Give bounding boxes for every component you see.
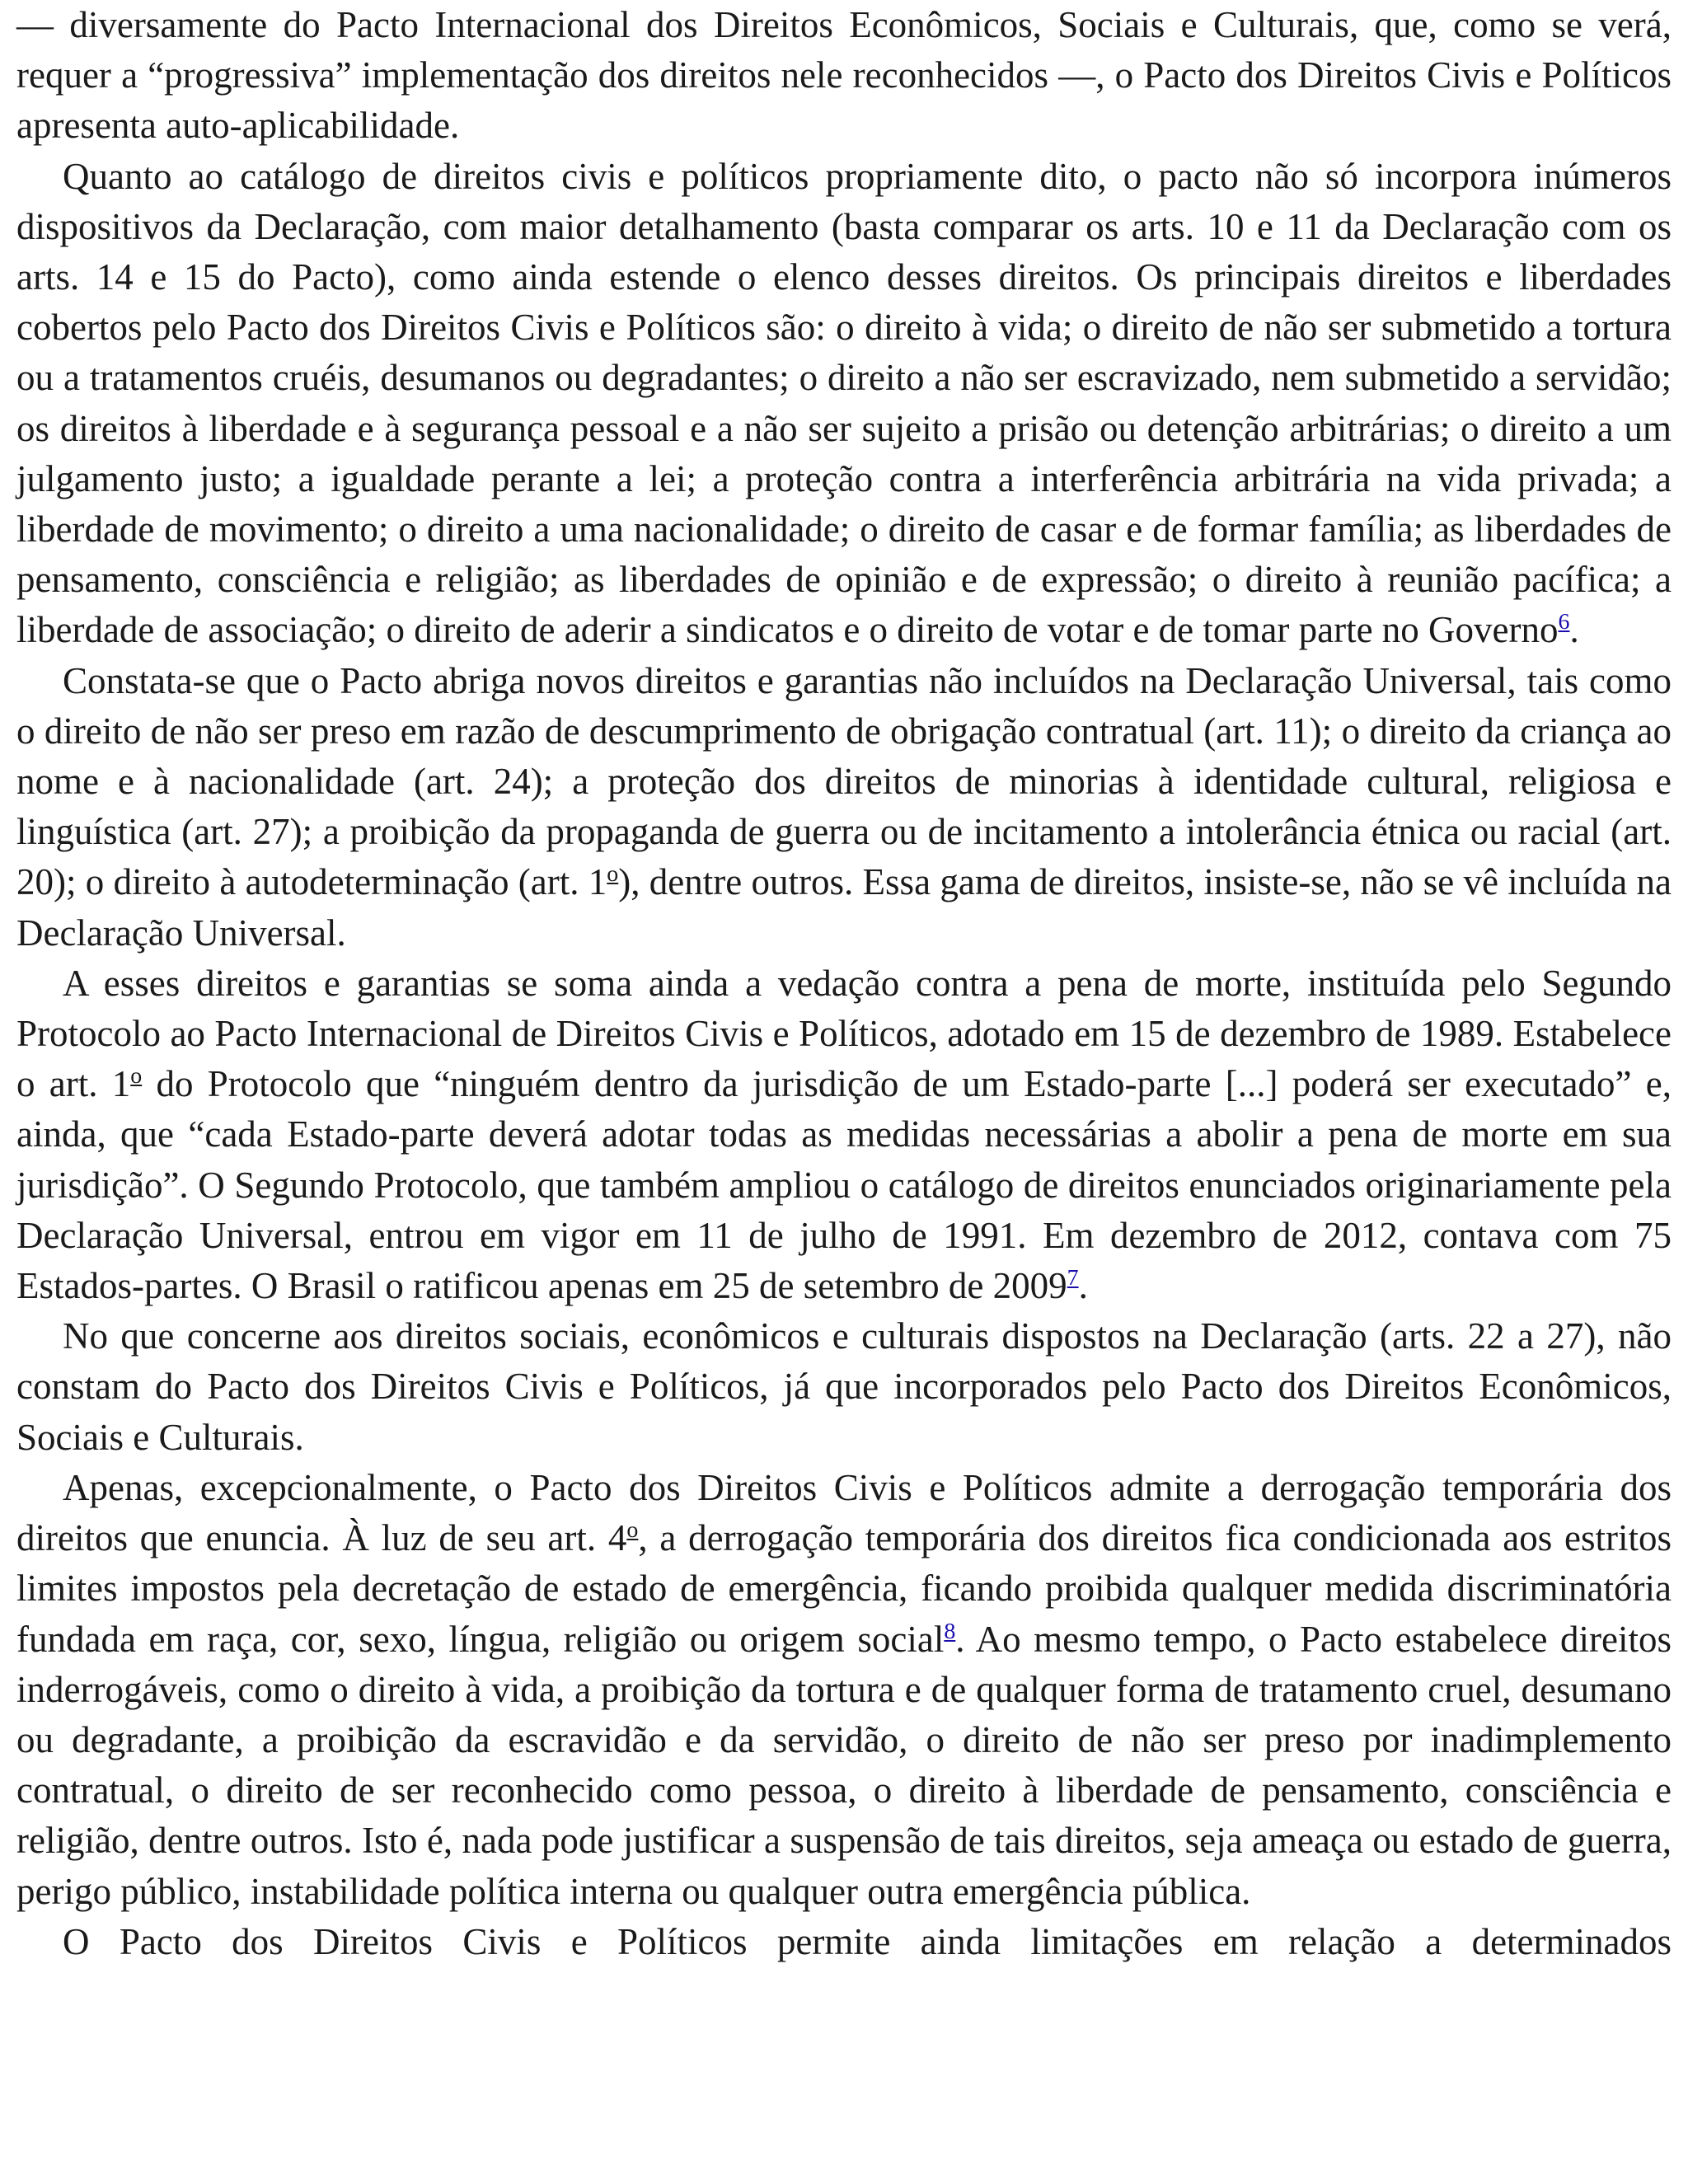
paragraph-6 <box>16 1463 1672 1917</box>
paragraph-1 <box>16 0 1672 152</box>
text-segment: A esses direitos e garantias se soma ainda a vedação contra a pena de morte, instituída pelo Segundo Protocolo ao Pacto Internacional de Direitos Civis e Políticos, adotado em 15 de dezembro de 1989. Estabelece o art. 1 <box>16 962 1672 1105</box>
paragraph-3 <box>16 656 1672 958</box>
text-segment: do Protocolo que “ninguém dentro da jurisdição de um Estado-parte [...] poderá ser executado” e, ainda, que “cada Estado-parte deverá adotar todas as medidas necessárias a abolir a pena de morte em sua jurisdição”. O Segundo Protocolo, que também ampliou o catálogo de direitos enunciados originariamente pela Declaração Universal, entrou em vigor em 11 de julho de 1991. Em dezembro de 2012, contava com 75 Estados-partes. O Brasil o ratificou apenas em 25 de setembro de 2009 <box>16 1063 1672 1307</box>
text-segment: ), dentre outros. Essa gama de direitos, insiste-se, não se vê incluída na Declaração Universal. <box>16 861 1672 954</box>
text-segment: Apenas, excepcionalmente, o Pacto dos Direitos Civis e Políticos admite a derrogação temporária dos direitos que enuncia. À luz de seu art. 4 <box>16 1466 1672 1559</box>
text-segment: O Pacto dos Direitos Civis e Políticos permite ainda limitações em relação a determinados <box>63 1920 1672 1962</box>
paragraph-4 <box>16 958 1672 1311</box>
footnote-link-6[interactable]: 6 <box>1558 609 1570 635</box>
text-segment: — diversamente do Pacto Internacional dos Direitos Econômicos, Sociais e Culturais, que, como se verá, requer a “progressiva” implementação dos direitos nele reconhecidos —, o Pacto dos Direitos Civis e Políticos apresenta auto-aplicabilidade. <box>16 4 1672 147</box>
footnote-link-7[interactable]: 7 <box>1067 1265 1079 1291</box>
text-segment: Quanto ao catálogo de direitos civis e políticos propriamente dito, o pacto não só incorpora inúmeros dispositivos da Declaração, com maior detalhamento (basta comparar os arts. 10 e 11 da Declaração com os arts. 14 e 15 do Pacto), como ainda estende o elenco desses direitos. Os principais direitos e liberdades cobertos pelo Pacto dos Direitos Civis e Políticos são: o direito à vida; o direito de não ser submetido a tortura ou a tratamentos cruéis, desumanos ou degradantes; o direito a não ser escravizado, nem submetido a servidão; os direitos à liberdade e à segurança pessoal e a não ser sujeito a prisão ou detenção arbitrárias; o direito a um julgamento justo; a igualdade perante a lei; a proteção contra a interferência arbitrária na vida privada; a liberdade de movimento; o direito a uma nacionalidade; o direito de casar e de formar família; as liberdades de pensamento, consciência e religião; as liberdades de opinião e de expressão; o direito à reunião pacífica; a liberdade de associação; o direito de aderir a sindicatos e o direito de votar e de tomar parte no Governo <box>16 155 1672 651</box>
ordinal-marker: o <box>626 1517 639 1544</box>
ordinal-marker: o <box>607 861 619 888</box>
ordinal-marker: o <box>130 1063 143 1090</box>
text-segment: , a derrogação temporária dos direitos fica condicionada aos estritos limites impostos pela decretação de estado de emergência, ficando proibida qualquer medida discriminatória fundada em raça, cor, sexo, língua, religião ou origem social <box>16 1517 1672 1660</box>
text-segment: Constata-se que o Pacto abriga novos direitos e garantias não incluídos na Declaração Universal, tais como o direito de não ser preso em razão de descumprimento de obrigação contratual (art. 11); o direito da criança ao nome e à nacionalidade (art. 24); a proteção dos direitos de minorias à identidade cultural, religiosa e linguística (art. 27); a proibição da propaganda de guerra ou de incitamento a intolerância étnica ou racial (art. 20); o direito à autodeterminação (art. 1 <box>16 659 1672 903</box>
text-segment: . <box>1078 1265 1088 1307</box>
footnote-link-8[interactable]: 8 <box>944 1618 956 1644</box>
text-segment: No que concerne aos direitos sociais, econômicos e culturais dispostos na Declaração (arts. 22 a 27), não constam do Pacto dos Direitos Civis e Políticos, já que incorporados pelo Pacto dos Direitos Econômicos, Sociais e Culturais. <box>16 1315 1672 1458</box>
paragraph-7 <box>16 1917 1672 1967</box>
text-segment: . <box>1569 609 1579 651</box>
paragraph-2 <box>16 152 1672 656</box>
text-segment: . Ao mesmo tempo, o Pacto estabelece direitos inderrogáveis, como o direito à vida, a proibição da tortura e de qualquer forma de tratamento cruel, desumano ou degradante, a proibição da escravidão e da servidão, o direito de não ser preso por inadimplemento contratual, o direito de ser reconhecido como pessoa, o direito à liberdade de pensamento, consciência e religião, dentre outros. Isto é, nada pode justificar a suspensão de tais direitos, seja ameaça ou estado de guerra, perigo público, instabilidade política interna ou qualquer outra emergência pública. <box>16 1618 1672 1912</box>
paragraph-5 <box>16 1311 1672 1463</box>
